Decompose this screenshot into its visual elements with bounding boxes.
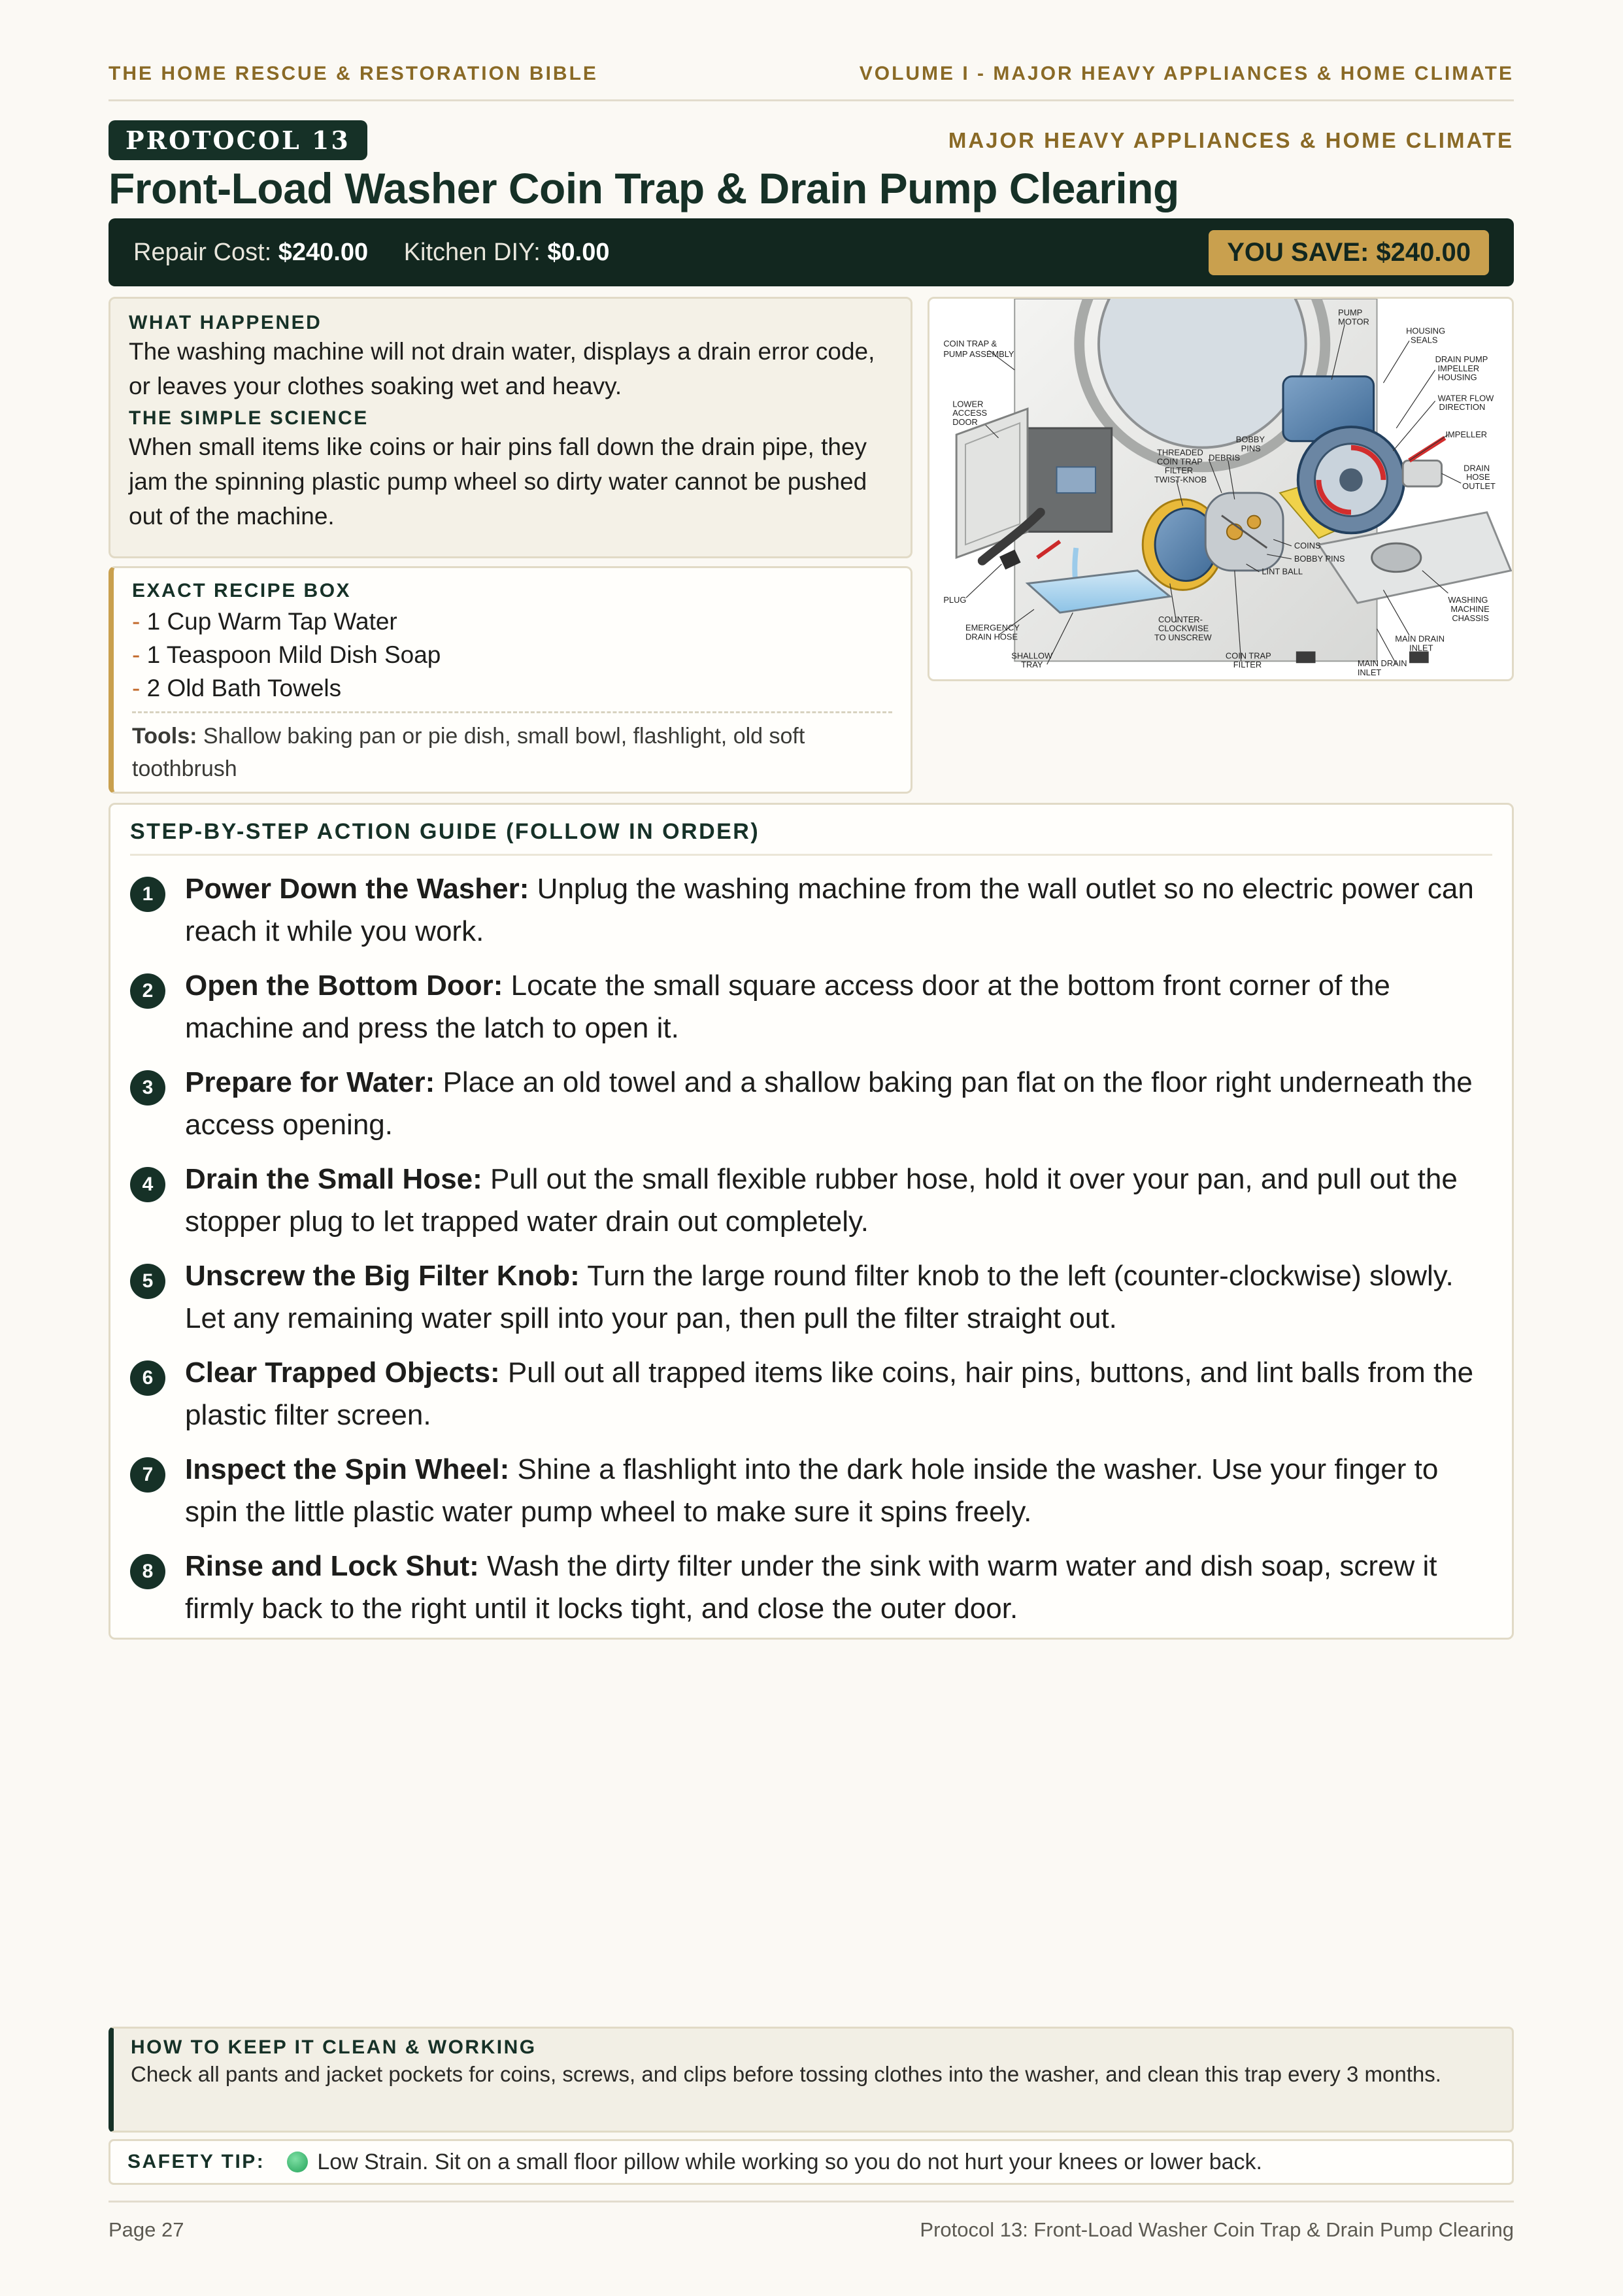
label-main-drain-inlet: MAIN DRAIN (1395, 633, 1445, 644)
label-washing-machine-chassis: MACHINE (1450, 604, 1490, 615)
step-item (130, 964, 1492, 1049)
label-lower-access-door: LOWER (952, 399, 984, 409)
coin-icon (1227, 524, 1243, 539)
step-text (185, 1448, 1492, 1533)
step-description: Wash the dirty filter under the sink with warm water and dish soap, screw it firmly back to the right until it locks tight, and close the outer door. (185, 1550, 1437, 1625)
step-number: 1 (130, 877, 165, 912)
label-shallow-tray: SHALLOW (1011, 650, 1053, 661)
step-title: Clear Trapped Objects: (185, 1357, 500, 1389)
step-description: Pull out the small flexible rubber hose, hold it over your pan, and pull out the stopper plug to let trapped water drain out completely. (185, 1163, 1458, 1238)
step-number: 6 (130, 1360, 165, 1396)
page-footer (109, 2201, 1514, 2242)
diy-cost-label: Kitchen DIY: (403, 238, 541, 266)
what-happened-card (109, 297, 912, 558)
recipe-item (132, 671, 892, 705)
step-text (185, 1351, 1492, 1436)
label-pump-motor: PUMP (1338, 307, 1363, 318)
washer-diagram-svg (929, 299, 1512, 679)
step-guide-heading: STEP-BY-STEP ACTION GUIDE (FOLLOW IN ORDER) (130, 819, 1492, 856)
step-title: Prepare for Water: (185, 1066, 435, 1098)
label-counter-clockwise: COUNTER- (1158, 614, 1203, 624)
label-housing-seals: HOUSING (1406, 326, 1446, 336)
footer-reference: Protocol 13: Front-Load Washer Coin Trap & Drain Pump Clearing (920, 2218, 1514, 2241)
book-title: THE HOME RESCUE & RESTORATION BIBLE (109, 63, 598, 84)
what-happened-heading: WHAT HAPPENED (129, 312, 322, 333)
step-title: Inspect the Spin Wheel: (185, 1453, 510, 1485)
step-description: Shine a flashlight into the dark hole inside the washer. Use your finger to spin the little plastic water pump wheel to make sure it spins freely. (185, 1453, 1439, 1528)
tools-label: Tools: (132, 724, 197, 749)
savings-badge: YOU SAVE: $240.00 (1209, 230, 1489, 275)
pump-inner-icon (1057, 467, 1096, 493)
label-bobby-pins-top: PINS (1241, 443, 1261, 454)
label-bobby-pins: BOBBY PINS (1294, 553, 1345, 564)
page-title: Front-Load Washer Coin Trap & Drain Pump Clearing (109, 164, 1179, 212)
step-description: Pull out all trapped items like coins, hair pins, buttons, and lint balls from the plastic filter screen. (185, 1357, 1474, 1431)
label-main-drain-inlet-bottom: INLET (1357, 667, 1382, 678)
label-drain-hose-outlet: DRAIN (1464, 463, 1490, 473)
step-number: 2 (130, 973, 165, 1009)
main-drain-inlet (1372, 543, 1421, 572)
green-status-dot-icon (287, 2152, 308, 2172)
label-bobby-pins-top: BOBBY (1235, 434, 1265, 445)
label-lint-ball: LINT BALL (1262, 566, 1303, 577)
document-page (109, 0, 1514, 2296)
page-number: Page 27 (109, 2218, 184, 2241)
label-coin-trap-assembly: PUMP ASSEMBLY (943, 349, 1014, 360)
science-text: When small items like coins or hair pins fall down the drain pipe, they jam the spinning plastic pump wheel so dirty water cannot be pushed out of the machine. (129, 433, 867, 530)
label-housing-seals: SEALS (1411, 335, 1438, 345)
step-item (130, 1061, 1492, 1146)
label-drain-pump-housing: DRAIN PUMP (1435, 354, 1488, 364)
volume-title: VOLUME I - MAJOR HEAVY APPLIANCES & HOME CLIMATE (859, 63, 1514, 84)
step-title: Unscrew the Big Filter Knob: (185, 1260, 580, 1292)
step-title: Power Down the Washer: (185, 873, 529, 905)
label-coin-trap-filter: FILTER (1233, 660, 1262, 670)
recipe-item-text: 1 Cup Warm Tap Water (146, 608, 397, 635)
label-drain-pump-housing: IMPELLER (1437, 363, 1480, 373)
recipe-item-text: 1 Teaspoon Mild Dish Soap (146, 641, 441, 668)
diy-cost-value: $0.00 (547, 238, 610, 266)
label-pump-motor: MOTOR (1338, 316, 1369, 327)
label-threaded-filter-knob: TWIST-KNOB (1154, 475, 1207, 485)
label-lower-access-door: DOOR (952, 417, 978, 428)
label-drain-pump-housing: HOUSING (1437, 372, 1477, 382)
repair-cost-value: $240.00 (278, 238, 369, 266)
recipe-box (109, 566, 912, 794)
cost-values (133, 239, 638, 267)
drain-hose-outlet (1403, 460, 1441, 486)
label-counter-clockwise: TO UNSCREW (1154, 632, 1212, 643)
step-item (130, 1255, 1492, 1340)
maintenance-text: Check all pants and jacket pockets for coins, screws, and clips before tossing clothes into the washer, and clean this trap every 3 months. (131, 2062, 1441, 2086)
recipe-item (132, 638, 892, 671)
label-coin-trap-filter: COIN TRAP (1225, 650, 1271, 661)
step-item (130, 1158, 1492, 1243)
step-number: 3 (130, 1070, 165, 1106)
science-heading: THE SIMPLE SCIENCE (129, 407, 369, 429)
step-description: Place an old towel and a shallow baking pan flat on the floor right underneath the access opening. (185, 1066, 1473, 1141)
step-number: 5 (130, 1264, 165, 1299)
step-number: 7 (130, 1457, 165, 1493)
protocol-row (109, 120, 1514, 160)
label-counter-clockwise: CLOCKWISE (1158, 623, 1209, 633)
recipe-item (132, 605, 892, 638)
label-washing-machine-chassis: WASHING (1448, 595, 1488, 605)
label-coin-trap-assembly: COIN TRAP & (943, 339, 997, 349)
label-lower-access-door: ACCESS (952, 408, 988, 418)
coin-icon (1248, 516, 1261, 529)
label-drain-hose-outlet: HOSE (1466, 472, 1490, 482)
label-debris: DEBRIS (1209, 452, 1241, 463)
label-threaded-filter-knob: FILTER (1164, 465, 1194, 476)
dash-icon: - (132, 641, 141, 668)
label-main-drain-inlet-bottom: MAIN DRAIN (1357, 658, 1407, 669)
label-plug: PLUG (943, 595, 967, 605)
maintenance-heading: HOW TO KEEP IT CLEAN & WORKING (131, 2036, 537, 2058)
safety-label: SAFETY TIP: (127, 2151, 265, 2172)
running-header (109, 63, 1514, 101)
step-text (185, 964, 1492, 1049)
tools-text: Shallow baking pan or pie dish, small bowl, flashlight, old soft toothbrush (132, 724, 805, 781)
step-number: 8 (130, 1554, 165, 1589)
step-title: Rinse and Lock Shut: (185, 1550, 479, 1582)
section-label: MAJOR HEAVY APPLIANCES & HOME CLIMATE (948, 127, 1514, 152)
step-text (185, 868, 1492, 953)
label-threaded-filter-knob: THREADED (1157, 447, 1203, 458)
dash-icon: - (132, 608, 141, 635)
step-description: Turn the large round filter knob to the left (counter-clockwise) slowly. Let any remaining water spill into your pan, then pull the filter straight out. (185, 1260, 1454, 1334)
label-emergency-drain-hose: DRAIN HOSE (965, 632, 1018, 642)
label-drain-hose-outlet: OUTLET (1462, 481, 1496, 491)
label-water-flow-direction: DIRECTION (1439, 402, 1486, 413)
step-text (185, 1545, 1492, 1630)
recipe-divider (132, 711, 892, 713)
label-shallow-tray: TRAY (1021, 660, 1043, 670)
dash-icon: - (132, 675, 141, 701)
diy-cost (404, 239, 610, 266)
cost-bar (109, 218, 1514, 286)
impeller-icon (1339, 468, 1363, 492)
safety-text: Low Strain. Sit on a small floor pillow while working so you do not hurt your knees or lower back. (317, 2149, 1262, 2174)
label-washing-machine-chassis: CHASSIS (1452, 613, 1489, 623)
step-number: 4 (130, 1167, 165, 1202)
tools-line (132, 720, 892, 785)
label-water-flow-direction: WATER FLOW (1437, 393, 1494, 403)
repair-cost-label: Repair Cost: (133, 238, 272, 266)
label-main-drain-inlet: INLET (1409, 643, 1433, 653)
step-text (185, 1061, 1492, 1146)
step-description: Unplug the washing machine from the wall outlet so no electric power can reach it while you work. (185, 873, 1474, 947)
what-happened-text: The washing machine will not drain water, displays a drain error code, or leaves your clothes soaking wet and heavy. (129, 338, 875, 399)
step-title: Drain the Small Hose: (185, 1163, 482, 1195)
step-item (130, 1448, 1492, 1533)
recipe-heading: EXACT RECIPE BOX (132, 580, 352, 601)
step-item (130, 1351, 1492, 1436)
step-item (130, 868, 1492, 953)
recipe-list (132, 605, 892, 705)
step-text (185, 1255, 1492, 1340)
label-threaded-filter-knob: COIN TRAP (1157, 456, 1203, 467)
step-description: Locate the small square access door at the bottom front corner of the machine and press the latch to open it. (185, 970, 1390, 1044)
label-impeller: IMPELLER (1445, 429, 1488, 439)
maintenance-card (109, 2027, 1514, 2133)
step-text (185, 1158, 1492, 1243)
repair-cost (133, 239, 368, 266)
step-guide (109, 803, 1514, 1640)
label-coins: COINS (1294, 541, 1321, 551)
safety-tip (109, 2139, 1514, 2185)
step-item (130, 1545, 1492, 1630)
recipe-item-text: 2 Old Bath Towels (146, 675, 342, 701)
step-title: Open the Bottom Door: (185, 970, 503, 1002)
washer-pump-illustration (928, 297, 1514, 681)
protocol-badge: PROTOCOL 13 (109, 120, 367, 160)
label-emergency-drain-hose: EMERGENCY (965, 622, 1020, 633)
